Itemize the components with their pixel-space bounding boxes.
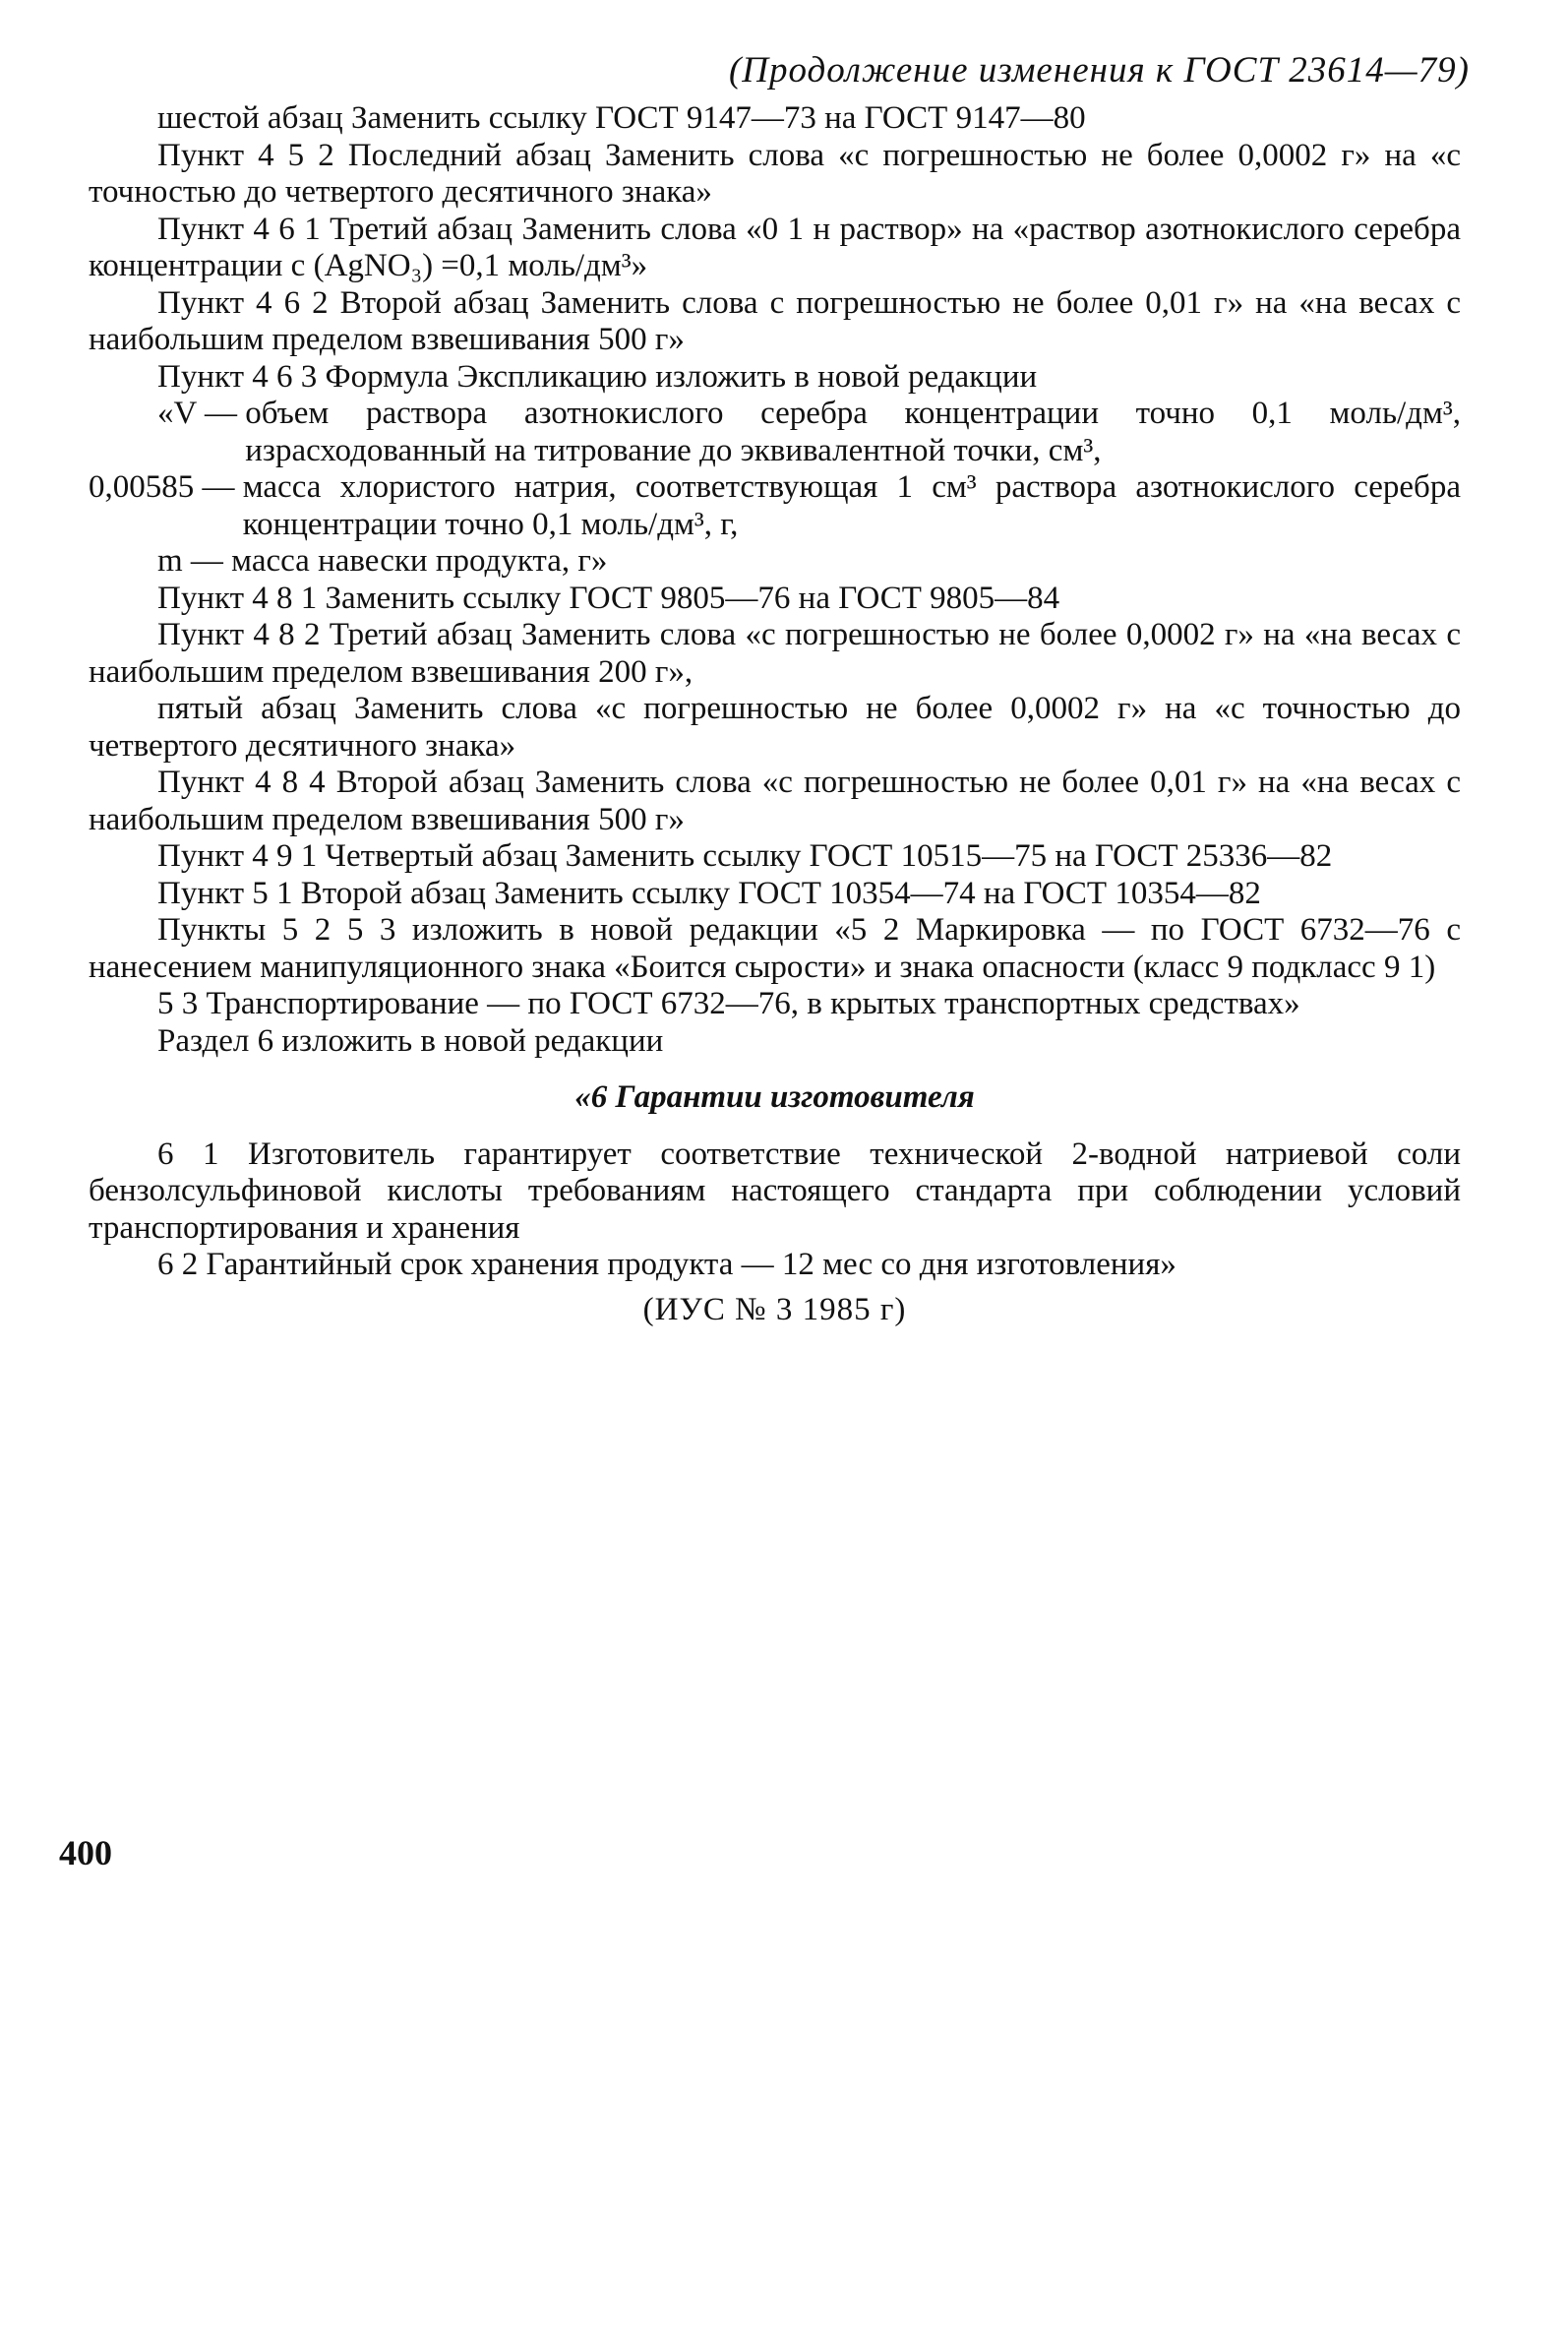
paragraph-point-481: Пункт 4 8 1 Заменить ссылку ГОСТ 9805—76 на ГОСТ 9805—84 (157, 580, 1060, 616)
explication-term: «V — (157, 396, 246, 431)
paragraph-point-452: Пункт 4 5 2 Последний абзац Заменить слова «с погрешностью не более 0,0002 г» на «с точностью до четвертого десятичного знака» (89, 137, 1461, 210)
explication-volume (89, 396, 1461, 469)
page-number: 400 (59, 1833, 112, 1873)
paragraph-point-53-transport: 5 3 Транспортирование — по ГОСТ 6732—76, в крытых транспортных средствах» (157, 986, 1300, 1021)
paragraph-point-463: Пункт 4 6 3 Формула Экспликацию изложить в новой редакции (157, 358, 1038, 395)
paragraph-point-51: Пункт 5 1 Второй абзац Заменить ссылку ГОСТ 10354—74 на ГОСТ 10354—82 (157, 875, 1261, 911)
paragraph-point-461: Пункт 4 6 1 Третий абзац Заменить слова «0 1 н раствор» на «раствор азотнокислого серебра концентрации с (AgNO₃) =0,1 моль/дм³» (89, 211, 1461, 283)
paragraph-point-462: Пункт 4 6 2 Второй абзац Заменить слова с погрешностью не более 0,01 г» на «на весах с наибольшим пределом взвешивания 500 г» (89, 284, 1461, 357)
paragraph-fifth-abzac: пятый абзац Заменить слова «с погрешностью не более 0,0002 г» на «с точностью до четвертого десятичного знака» (89, 691, 1461, 764)
paragraph-point-482: Пункт 4 8 2 Третий абзац Заменить слова «с погрешностью не более 0,0002 г» на «на весах с наибольшим пределом взвешивания 200 г», (89, 617, 1461, 690)
document-body (89, 100, 1461, 1328)
explication-sample-mass: m — масса навески продукта, г» (157, 543, 608, 579)
explication-mass (89, 469, 1461, 543)
explication-description: масса хлористого натрия, соответствующая 1 см³ раствора азотнокислого серебра концентрации точно 0,1 моль/дм³, г, (242, 469, 1461, 542)
section-title: «6 Гарантии изготовителя (574, 1079, 975, 1115)
source-reference: (ИУС № 3 1985 г) (642, 1291, 907, 1327)
explication-description: объем раствора азотнокислого серебра концентрации точно 0,1 моль/дм³, израсходованный на титрование до эквивалентной точки, см³, (245, 396, 1461, 468)
paragraph-point-484: Пункт 4 8 4 Второй абзац Заменить слова «с погрешностью не более 0,01 г» на «на весах с наибольшим пределом взвешивания 500 г» (89, 765, 1461, 837)
paragraph-points-52-53: Пункты 5 2 5 3 изложить в новой редакции «5 2 Маркировка — по ГОСТ 6732—76 с нанесением манипуляционного знака «Боится сырости» и знака опасности (класс 9 подкласс 9 1) (89, 912, 1461, 985)
running-header: (Продолжение изменения к ГОСТ 23614—79) (728, 50, 1470, 91)
paragraph-point-491: Пункт 4 9 1 Четвертый абзац Заменить ссылку ГОСТ 10515—75 на ГОСТ 25336—82 (157, 838, 1333, 874)
paragraph-point-61: 6 1 Изготовитель гарантирует соответствие технической 2-водной натриевой соли бензолсульфиновой кислоты требованиям настоящего стандарта при соблюдении условий транспортирования и хранения (89, 1136, 1461, 1246)
paragraph-ref-gost-9147: шестой абзац Заменить ссылку ГОСТ 9147—73 на ГОСТ 9147—80 (157, 100, 1086, 136)
paragraph-point-62: 6 2 Гарантийный срок хранения продукта — 12 мес со дня изготовления» (157, 1247, 1176, 1282)
paragraph-section-6: Раздел 6 изложить в новой редакции (157, 1022, 664, 1059)
explication-term: 0,00585 — (89, 469, 243, 505)
